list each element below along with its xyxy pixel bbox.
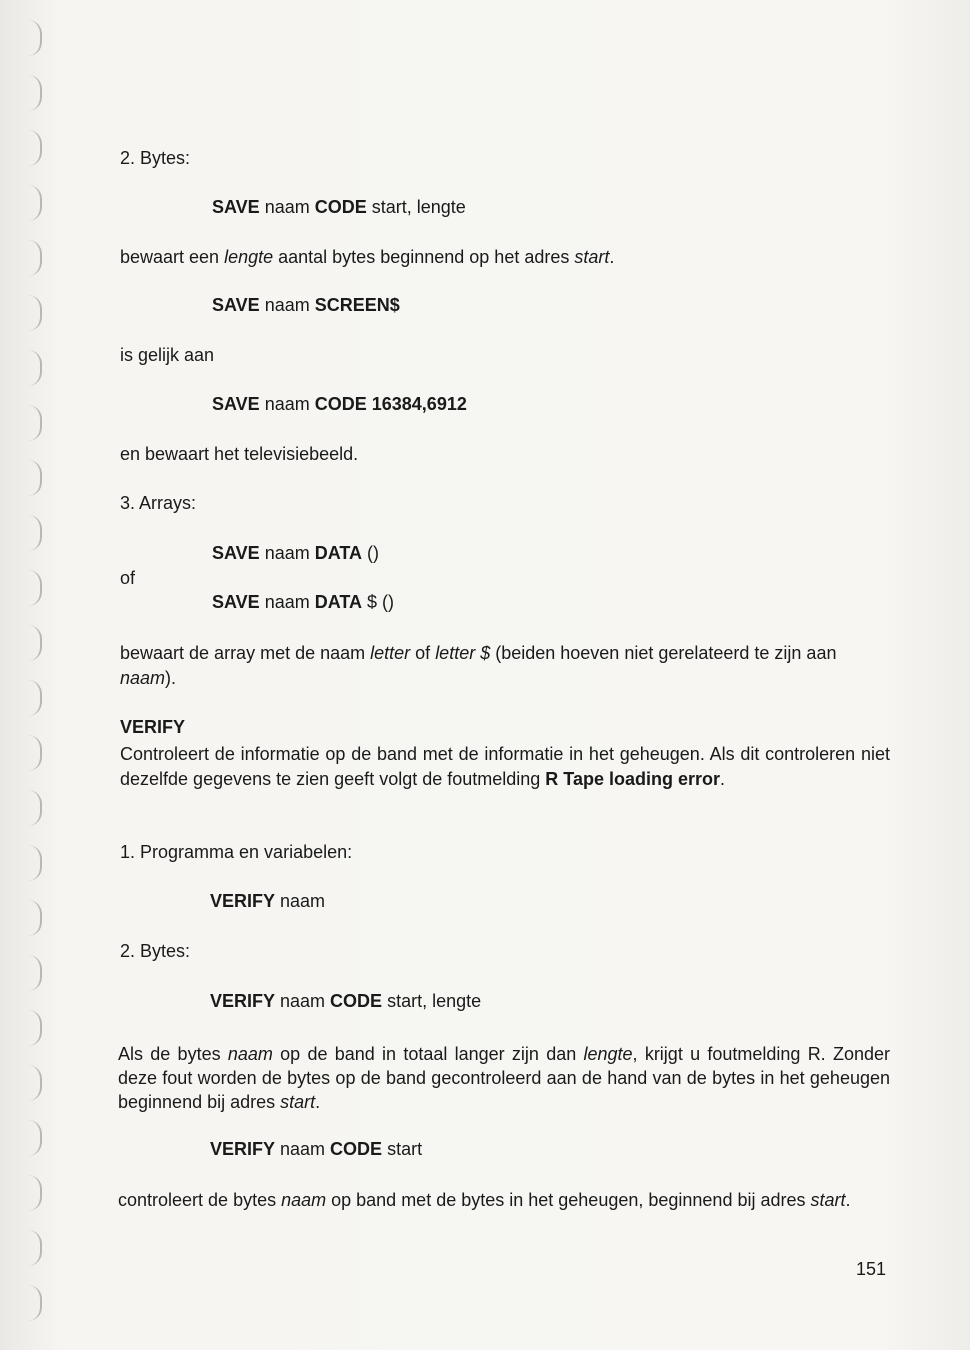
bytes-heading: 2. Bytes: [120,148,191,168]
binding-ring [28,515,42,551]
binding-ring [28,1230,42,1266]
binding-ring [28,185,42,221]
binding-ring [28,790,42,826]
program-heading: 1. Programma en variabelen: [120,842,353,862]
save-code-address-command: SAVE naam CODE 16384,6912 [212,394,467,414]
binding-ring [28,460,42,496]
verify-naam-command: VERIFY naam [210,891,326,911]
binding-ring [28,735,42,771]
equal-text: is gelijk aan [120,345,215,365]
arrays-heading: 3. Arrays: [120,493,197,513]
save-code-command: SAVE naam CODE start, lengte [212,197,466,217]
save-data-string-command: SAVE naam DATA $ () [212,592,395,612]
verify-description: Controleert de informatie op de band met de informatie in het geheugen. Als dit controleren niet dezelfde gegevens te zien geeft volgt de foutmelding R Tape loading error. [120,744,890,789]
verify-code-command: VERIFY naam CODE start, lengte [210,991,482,1011]
binding-ring [28,350,42,386]
binding-ring [28,1120,42,1156]
binding-ring [28,845,42,881]
binding-ring [28,955,42,991]
binding-ring [28,130,42,166]
binding-ring [28,900,42,936]
binding-ring [28,1010,42,1046]
binding-ring [28,295,42,331]
binding-ring [28,570,42,606]
of-text: of [120,568,136,588]
verify-code-start-command: VERIFY naam CODE start [210,1139,423,1159]
binding-ring [28,240,42,276]
binding-ring [28,20,42,56]
bytes-longer-paragraph: Als de bytes naam op de band in totaal langer zijn dan lengte, krijgt u foutmelding R. Zonder deze fout worden de bytes op de band gecontroleerd aan de hand van de bytes in het geheugen beginnend bij adres start. [118,1044,890,1112]
binding-ring [28,405,42,441]
binding-ring [28,625,42,661]
binding-ring [28,1285,42,1321]
binding-ring [28,680,42,716]
binding-ring [28,1065,42,1101]
tv-text: en bewaart het televisiebeeld. [120,444,359,464]
spiral-binding [28,20,48,1320]
verify-heading: VERIFY [120,717,186,737]
save-screen-command: SAVE naam SCREEN$ [212,295,400,315]
verify-start-description: controleert de bytes naam op band met de bytes in het geheugen, beginnend bij adres start. [118,1190,851,1210]
binding-ring [28,1175,42,1211]
arrays-description: bewaart de array met de naam letter of letter $ (beiden hoeven niet gerelateerd te zijn aan naam). [120,643,837,688]
bytes-heading-2: 2. Bytes: [120,941,191,961]
binding-ring [28,75,42,111]
save-data-command: SAVE naam DATA () [212,543,380,563]
bytes-description: bewaart een lengte aantal bytes beginnend op het adres start. [120,247,615,267]
page-number: 151 [856,1259,887,1279]
